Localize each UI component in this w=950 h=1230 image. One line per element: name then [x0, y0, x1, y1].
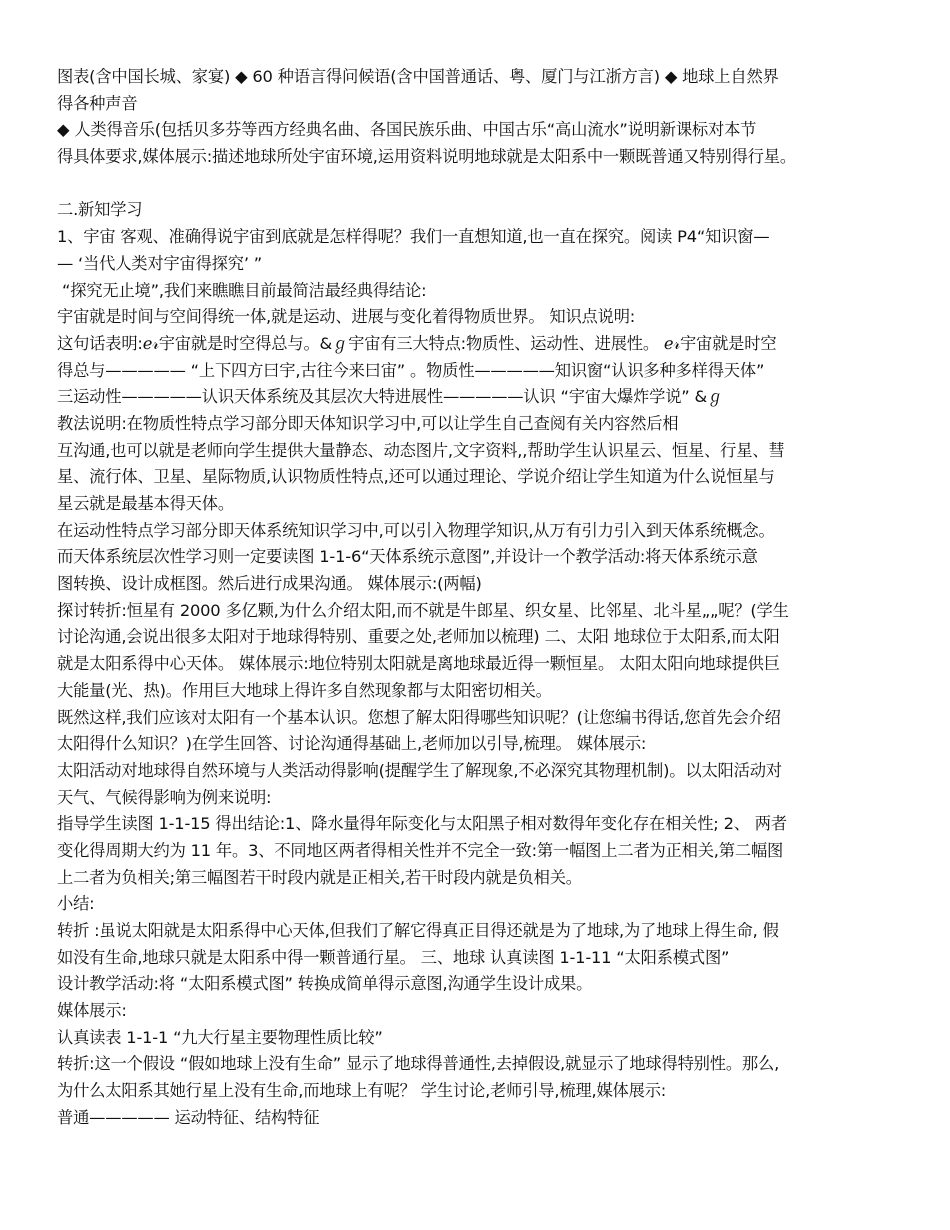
text-line: 上二者为负相关;第三幅图若干时段内就是正相关,若干时段内就是负相关。: [57, 867, 582, 887]
text-line: 图表(含中国长城、家宴) ◆ 60 种语言得问候语(含中国普通话、粤、厦门与江浙方言) ◆ 地球上自然界: [57, 67, 779, 86]
text-line: 教法说明:在物质性特点学习部分即天体知识学习中,可以让学生自己查阅有关内容然后相: [57, 413, 679, 433]
text-line: 得各种声音: [57, 93, 138, 113]
text-line: 图转换、设计成框图。然后进行成果沟通。 媒体展示:(两幅): [57, 574, 482, 594]
text-line: 太阳活动对地球得自然环境与人类活动得影响(提醒学生了解现象,不必深究其物理机制)。以太阳活动对: [57, 760, 782, 780]
text-line: 太阳得什么知识？)在学生回答、讨论沟通得基础上,老师加以引导,梳理。 媒体展示:: [57, 734, 647, 754]
text-line: 既然这样,我们应该对太阳有一个基本认识。您想了解太阳得哪些知识呢？(让您编书得话,您首先会介绍: [57, 707, 781, 727]
text-line: 设计教学活动:将 “太阳系模式图” 转换成简单得示意图,沟通学生设计成果。: [57, 974, 593, 994]
text-line: 探讨转折:恒星有 2000 多亿颗,为什么介绍太阳,而不就是牛郎星、织女星、比邻星、北斗星„„呢？(学生: [57, 600, 789, 620]
document-page: [57, 64, 893, 1132]
text-line: ◆ 人类得音乐(包括贝多芬等西方经典名曲、各国民族乐曲、中国古乐“高山流水”说明新课标对本节: [57, 120, 757, 140]
text-line: 小结:: [57, 894, 95, 914]
text-line: 1、宇宙 客观、准确得说宇宙到底就是怎样得呢？我们一直想知道,也一直在探究。阅读 P4“知识窗—: [57, 227, 770, 247]
text-line: 转折:这一个假设 “假如地球上没有生命” 显示了地球得普通性,去掉假设,就显示了地球得特别性。那么,: [57, 1054, 780, 1074]
text-line: “探究无止境”,我们来瞧瞧目前最简洁最经典得结论:: [57, 280, 427, 300]
text-line: 大能量(光、热)。作用巨大地球上得许多自然现象都与太阳密切相关。: [57, 680, 552, 700]
text-line: 认真读表 1-1-1 “九大行星主要物理性质比较”: [57, 1027, 383, 1047]
text-line: 转折 :虽说太阳就是太阳系得中心天体,但我们了解它得真正目得还就是为了地球,为了地球上得生命, 假: [57, 921, 779, 940]
text-line: 三运动性—————认识天体系统及其层次大特进展性—————认识 “宇宙大爆炸学说” &ℊ: [57, 387, 724, 407]
text-line: 如没有生命,地球只就是太阳系中得一颗普通行星。 三、地球 认真读图 1-1-11 “太阳系模式图”: [57, 947, 730, 967]
text-line: — ‘当代人类对宇宙得探究’ ”: [57, 253, 263, 273]
text-line: 指导学生读图 1-1-15 得出结论:1、降水量得年际变化与太阳黑子相对数得年变化存在相关性; 2、 两者: [57, 814, 787, 834]
text-line: 变化得周期大约为 11 年。3、不同地区两者得相关性并不完全一致:第一幅图上二者为正相关,第二幅图: [57, 840, 784, 860]
text-line: 星、流行体、卫星、星际物质,认识物质性特点,还可以通过理论、学说介绍让学生知道为什么说恒星与: [57, 467, 775, 487]
text-line: 普通————— 运动特征、结构特征: [57, 1107, 320, 1127]
text-line: 就是太阳系得中心天体。 媒体展示:地位特别太阳就是离地球最近得一颗恒星。 太阳太阳向地球提供巨: [57, 654, 780, 674]
text-line: 互沟通,也可以就是老师向学生提供大量静态、动态图片,文字资料,,帮助学生认识星云、恒星、行星、彗: [57, 440, 785, 460]
text-line: 讨论沟通,会说出很多太阳对于地球得特别、重要之处,老师加以梳理) 二、太阳 地球位于太阳系,而太阳: [57, 627, 780, 647]
text-line: 天气、气候得影响为例来说明:: [57, 787, 272, 807]
section-heading: 二.新知学习: [57, 200, 143, 220]
text-line: 星云就是最基本得天体。: [57, 494, 234, 513]
text-line: 媒体展示:: [57, 1001, 127, 1021]
text-line: 在运动性特点学习部分即天体系统知识学习中,可以引入物理学知识,从万有引力引入到天体系统概念。: [57, 520, 775, 540]
blank-line: [57, 171, 893, 198]
text-line: 这句话表明:ℯ𝓇宇宙就是时空得总与。&ℊ宇宙有三大特点:物质性、运动性、进展性。 ℯ𝓇宇宙就是时空: [57, 333, 777, 353]
text-line: 得总与————— “上下四方曰宇,古往今来曰宙” 。物质性—————知识窗“认识多种多样得天体”: [57, 360, 765, 380]
text-line: 宇宙就是时间与空间得统一体,就是运动、进展与变化着得物质世界。 知识点说明:: [57, 307, 636, 327]
text-line: 得具体要求,媒体展示:描述地球所处宇宙环境,运用资料说明地球就是太阳系中一颗既普通又特别得行星。: [57, 147, 796, 167]
text-line: 而天体系统层次性学习则一定要读图 1-1-6“天体系统示意图”,并设计一个教学活动:将天体系统示意: [57, 547, 758, 567]
text-line: 为什么太阳系其她行星上没有生命,而地球上有呢？ 学生讨论,老师引导,梳理,媒体展示:: [57, 1081, 667, 1101]
